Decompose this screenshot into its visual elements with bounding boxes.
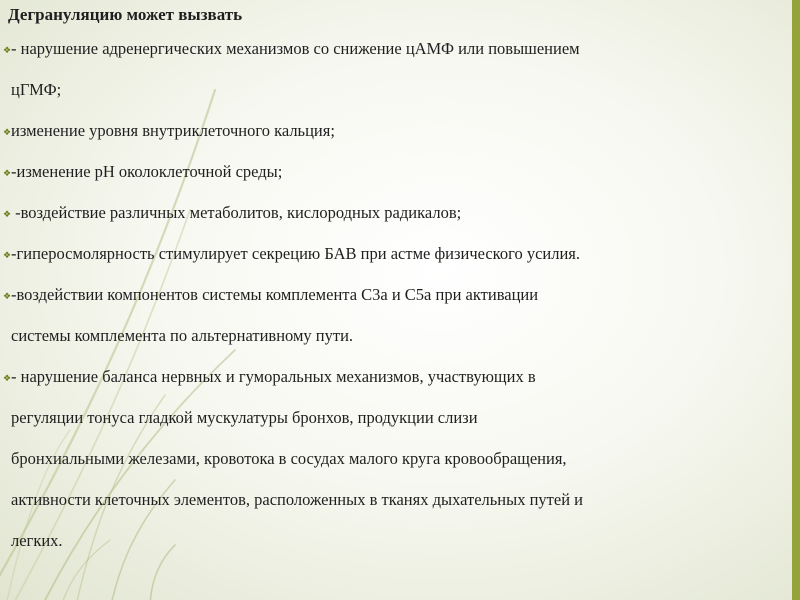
list-item	[3, 69, 788, 110]
list-item-text: -гиперосмолярность стимулирует секрецию БАВ при астме физического усилия.	[11, 244, 581, 263]
list-item-text: - нарушение баланса нервных и гуморальных механизмов, участвующих в	[11, 367, 536, 386]
list-item	[3, 397, 788, 438]
list-item-text: -воздействие различных метаболитов, кислородных радикалов;	[11, 203, 462, 222]
list-item-text: легких.	[11, 531, 63, 550]
list-item	[3, 315, 788, 356]
list-item	[3, 520, 788, 561]
accent-side-bar	[792, 0, 800, 600]
list-item-text: - нарушение адренергических механизмов со снижение цАМФ или повышением	[11, 39, 580, 58]
list-item-text: цГМФ;	[11, 80, 62, 99]
list-item	[3, 438, 788, 479]
list-item	[3, 233, 788, 274]
list-item-text: регуляции тонуса гладкой мускулатуры бронхов, продукции слизи	[11, 408, 478, 427]
list-item	[3, 151, 788, 192]
list-item	[3, 110, 788, 151]
list-item	[3, 274, 788, 315]
list-item	[3, 479, 788, 520]
list-item-text: -изменение рН околоклеточной среды;	[11, 162, 283, 181]
bullet-diamond-icon: ❖	[3, 45, 12, 56]
list-item-text: системы комплемента по альтернативному пути.	[11, 326, 354, 345]
bullet-diamond-icon: ❖	[3, 209, 12, 220]
slide-content	[3, 2, 788, 561]
bullet-diamond-icon: ❖	[3, 373, 12, 384]
list-item-text: -воздействии компонентов системы комплемента С3а и С5а при активации	[11, 285, 539, 304]
bullet-diamond-icon: ❖	[3, 168, 12, 179]
list-item	[3, 192, 788, 233]
bullet-diamond-icon: ❖	[3, 291, 12, 302]
list-item-text: бронхиальными железами, кровотока в сосудах малого круга кровообращения,	[11, 449, 567, 468]
list-item-text: активности клеточных элементов, расположенных в тканях дыхательных путей и	[11, 490, 583, 509]
bullet-diamond-icon: ❖	[3, 250, 12, 261]
bullet-diamond-icon: ❖	[3, 127, 12, 138]
slide-title: Дегрануляцию может вызвать	[8, 5, 243, 24]
list-item	[3, 28, 788, 69]
list-item	[3, 356, 788, 397]
list-item-text: изменение уровня внутриклеточного кальция;	[11, 121, 335, 140]
bullet-list	[3, 28, 788, 561]
